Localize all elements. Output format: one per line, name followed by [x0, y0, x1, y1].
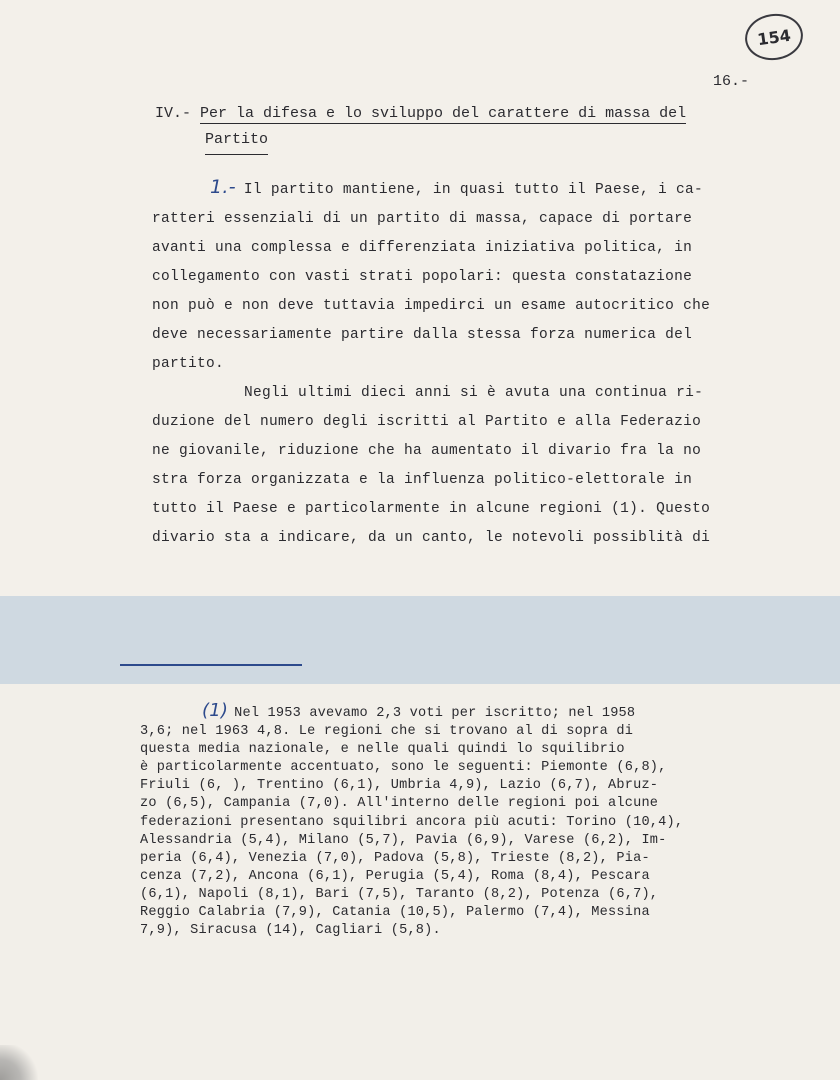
paragraph-marker: 1.-	[210, 176, 236, 198]
paragraph-line: deve necessariamente partire dalla stessa forza numerica del	[152, 327, 693, 343]
paragraph-line: collegamento con vasti strati popolari: questa constatazione	[152, 269, 693, 285]
page-number: 16.-	[713, 73, 750, 90]
footnote-separator	[120, 664, 302, 666]
paragraph-line: avanti una complessa e differenziata iniziativa politica, in	[152, 240, 693, 256]
footnote-line: questa media nazionale, e nelle quali quindi lo squilibrio	[140, 742, 625, 758]
footnote-line: 3,6; nel 1963 4,8. Le regioni che si trovano al di sopra di	[140, 724, 634, 740]
footnote	[140, 702, 800, 940]
footnote-line: cenza (7,2), Ancona (6,1), Perugia (5,4), Roma (8,4), Pescara	[140, 868, 650, 884]
body-text	[152, 173, 782, 553]
footnote-line: federazioni presentano squilibri ancora più acuti: Torino (10,4),	[140, 814, 684, 830]
footnote-line: è particolarmente accentuato, sono le seguenti: Piemonte (6,8),	[140, 760, 667, 776]
paragraph-line: tutto il Paese e particolarmente in alcune regioni (1). Questo	[152, 501, 711, 517]
paragraph-line: ne giovanile, riduzione che ha aumentato il divario fra la no	[152, 443, 702, 459]
archive-stamp: 154	[742, 10, 806, 64]
footnote-line: Alessandria (5,4), Milano (5,7), Pavia (6,9), Varese (6,2), Im-	[140, 832, 667, 848]
paragraph-line: divario sta a indicare, da un canto, le notevoli possiblità di	[152, 530, 711, 546]
footnote-line: Reggio Calabria (7,9), Catania (10,5), Palermo (7,4), Messina	[140, 905, 650, 921]
paragraph-line: partito.	[152, 356, 225, 372]
paragraph-line: 1.- Il partito mantiene, in quasi tutto il Paese, i ca-	[210, 176, 703, 198]
paragraph-line: duzione del numero degli iscritti al Partito e alla Federazio	[152, 414, 702, 430]
footnote-line: (1) Nel 1953 avevamo 2,3 voti per iscritto; nel 1958	[202, 700, 636, 721]
section-title-line1: Per la difesa e lo sviluppo del carattere di massa del	[200, 105, 687, 122]
blue-paper-strip	[0, 596, 840, 684]
footnote-line: Friuli (6, ), Trentino (6,1), Umbria 4,9), Lazio (6,7), Abruz-	[140, 778, 659, 794]
footnote-line: zo (6,5), Campania (7,0). All'interno delle regioni poi alcune	[140, 796, 659, 812]
paragraph-line: stra forza organizzata e la influenza politico-elettorale in	[152, 472, 693, 488]
footnote-marker: (1)	[202, 700, 229, 721]
section-number: IV.-	[155, 105, 201, 122]
scan-corner-shadow	[0, 1045, 38, 1080]
paragraph-line: ratteri essenziali di un partito di massa, capace di portare	[152, 211, 693, 227]
paragraph-line: Negli ultimi dieci anni si è avuta una continua ri-	[244, 385, 704, 401]
footnote-line: (6,1), Napoli (8,1), Bari (7,5), Taranto (8,2), Potenza (6,7),	[140, 886, 659, 902]
footnote-line: peria (6,4), Venezia (7,0), Padova (5,8), Trieste (8,2), Pia-	[140, 850, 650, 866]
section-title-line2: Partito	[205, 127, 268, 155]
section-heading	[155, 101, 755, 155]
footnote-line: 7,9), Siracusa (14), Cagliari (5,8).	[140, 923, 441, 939]
paragraph-line: non può e non deve tuttavia impedirci un esame autocritico che	[152, 298, 711, 314]
